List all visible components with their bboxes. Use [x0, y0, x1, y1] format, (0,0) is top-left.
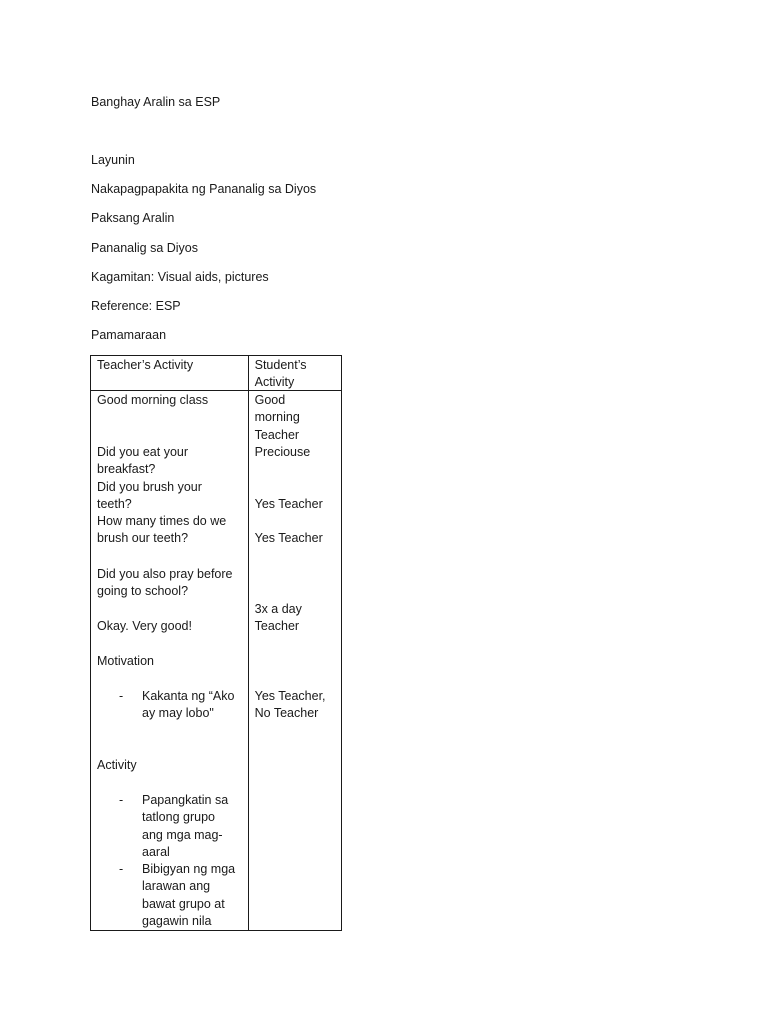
header-student-line-1: Student’s: [254, 358, 307, 372]
document-title: Banghay Aralin sa ESP: [91, 95, 221, 109]
kagamitan-text: Kagamitan: Visual aids, pictures: [91, 270, 269, 284]
pamamaraan-heading: Pamamaraan: [91, 328, 167, 342]
teacher-greeting: Good morning class: [97, 393, 209, 407]
teacher-question-brush-2: teeth?: [97, 497, 132, 511]
header-student-line-2: Activity: [254, 375, 295, 389]
motivation-item-line-2: ay may lobo": [142, 706, 214, 720]
teacher-praise: Okay. Very good!: [97, 619, 192, 633]
motivation-bullet-dash: -: [119, 689, 124, 703]
layunin-text: Nakapagpapakita ng Pananalig sa Diyos: [91, 182, 317, 196]
header-student-cell: [248, 356, 341, 391]
teacher-question-times-1: How many times do we: [97, 514, 227, 528]
student-answer-song-2: No Teacher: [254, 706, 319, 720]
activity-heading: Activity: [97, 758, 137, 772]
activity-bullet-dash-1: -: [119, 793, 124, 807]
activity-item-1-line-2: tatlong grupo: [142, 810, 215, 824]
teacher-question-brush-1: Did you brush your: [97, 480, 202, 494]
activity-item-2-line-1: Bibigyan ng mga: [142, 862, 236, 876]
paksa-text: Pananalig sa Diyos: [91, 241, 199, 255]
teacher-question-pray-2: going to school?: [97, 584, 189, 598]
table-header-row: [91, 356, 342, 391]
header-student: [255, 357, 307, 391]
teacher-question-breakfast-2: breakfast?: [97, 462, 156, 476]
layunin-heading: Layunin: [91, 153, 135, 167]
activity-bullet-dash-2: -: [119, 862, 124, 876]
activity-item-1-line-4: aaral: [142, 845, 170, 859]
activity-item-2-line-2: larawan ang: [142, 879, 211, 893]
teacher-question-times-2: brush our teeth?: [97, 531, 189, 545]
student-greeting-4: Preciouse: [254, 445, 311, 459]
reference-text: Reference: ESP: [91, 299, 181, 313]
activity-item-2-line-3: bawat grupo at: [142, 897, 225, 911]
activity-table: [90, 355, 342, 931]
student-answer-times-2: Teacher: [254, 619, 300, 633]
motivation-heading: Motivation: [97, 654, 154, 668]
student-answer-yes-1: Yes Teacher: [254, 497, 323, 511]
student-activity-cell: [248, 391, 341, 931]
header-teacher: Teacher’s Activity: [97, 358, 194, 372]
table-row: [91, 391, 342, 931]
student-greeting-1: Good: [254, 393, 286, 407]
header-teacher-cell: [91, 356, 249, 391]
teacher-question-breakfast-1: Did you eat your: [97, 445, 189, 459]
teacher-question-pray-1: Did you also pray before: [97, 567, 233, 581]
activity-item-1-line-3: ang mga mag-: [142, 828, 223, 842]
activity-item-1-line-1: Papangkatin sa: [142, 793, 229, 807]
student-answer-yes-2: Yes Teacher: [254, 531, 323, 545]
student-answer-times-1: 3x a day: [254, 602, 302, 616]
teacher-activity-cell: [91, 391, 249, 931]
activity-item-2-line-4: gagawin nila: [142, 914, 212, 928]
student-answer-song-1: Yes Teacher,: [254, 689, 326, 703]
student-greeting-2: morning: [254, 410, 300, 424]
student-greeting-3: Teacher: [254, 428, 300, 442]
motivation-item-line-1: Kakanta ng “Ako: [142, 689, 235, 703]
paksa-heading: Paksang Aralin: [91, 211, 175, 225]
